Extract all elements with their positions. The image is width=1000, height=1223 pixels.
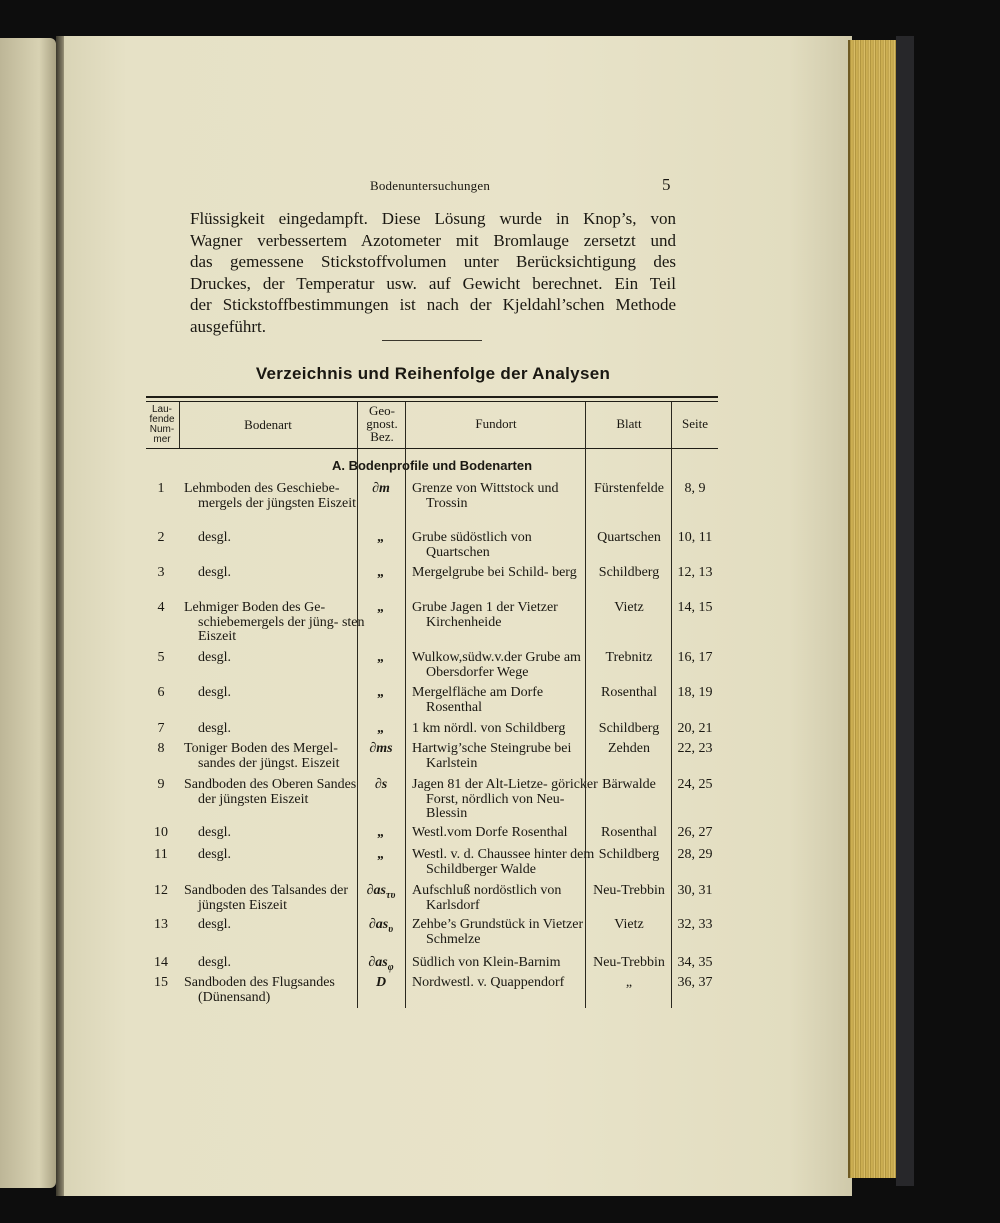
cell-num: 12 xyxy=(154,883,168,898)
cell-blatt: Zehden xyxy=(608,741,650,756)
cell-art: desgl. xyxy=(198,955,232,970)
cell-num: 4 xyxy=(157,600,165,615)
header-bodenart: Bodenart xyxy=(244,417,292,432)
cell-fund: 1 km nördl. von Schildberg xyxy=(412,721,566,736)
cell-seite: 18, 19 xyxy=(677,685,713,700)
cell-num: 14 xyxy=(154,955,168,970)
body-line: Druckes, der Temperatur usw. auf Gewicht berechnet. Ein Teil xyxy=(190,273,676,293)
cell-art: Sandboden des Oberen Sandes der jüngsten Eiszeit xyxy=(184,777,357,807)
table-top-rule xyxy=(146,396,718,398)
cell-seite: 10, 11 xyxy=(677,530,713,545)
header-num-line: mer xyxy=(153,434,171,445)
cell-art: desgl. xyxy=(198,650,232,665)
header-geo-line: Bez. xyxy=(370,429,394,444)
cell-num: 13 xyxy=(154,917,168,932)
cell-seite: 28, 29 xyxy=(677,847,713,862)
body-line: das gemessene Stickstoffvolumen unter Berücksichtigung des xyxy=(190,252,676,272)
body-line: ausgeführt. xyxy=(190,316,267,336)
cell-seite: 32, 33 xyxy=(677,917,713,932)
column-divider xyxy=(179,402,180,448)
cell-geo: $\partial as_\varphi$ xyxy=(368,955,394,973)
header-num-line: fende xyxy=(149,414,175,425)
cell-art: Toniger Boden des Mergel- sandes der jüngst. Eiszeit xyxy=(184,741,340,771)
cell-geo: „ xyxy=(377,565,385,580)
cell-art: Lehmiger Boden des Ge- schiebemergels der jüng- sten Eiszeit xyxy=(184,600,365,645)
cell-num: 3 xyxy=(157,565,165,580)
table-subsection: A. Bodenprofile und Bodenarten xyxy=(331,458,533,473)
cell-seite: 30, 31 xyxy=(677,883,713,898)
body-line: Wagner verbessertem Azotometer mit Bromlauge zersetzt und xyxy=(190,230,676,250)
book-cover xyxy=(896,36,914,1186)
table-header-rule xyxy=(146,448,718,449)
header-fundort: Fundort xyxy=(475,416,517,431)
cell-blatt: Rosenthal xyxy=(601,685,657,700)
cell-num: 2 xyxy=(157,530,165,545)
cell-seite: 26, 27 xyxy=(677,825,713,840)
header-num xyxy=(146,405,178,445)
cell-fund: Nordwestl. v. Quappendorf xyxy=(412,975,565,990)
cell-num: 10 xyxy=(154,825,168,840)
cell-seite: 12, 13 xyxy=(677,565,713,580)
cell-geo: „ xyxy=(377,847,385,862)
cell-geo: $\partial as_\upsilon$ xyxy=(368,917,394,935)
cell-geo: ∂s xyxy=(374,777,388,792)
cell-blatt: Quartschen xyxy=(597,530,661,545)
cell-num: 1 xyxy=(157,481,165,496)
cell-art: desgl. xyxy=(198,565,232,580)
cell-geo: D xyxy=(375,975,387,990)
cell-fund: Grube südöstlich von Quartschen xyxy=(412,530,532,560)
cell-fund: Westl. v. d. Chaussee hinter dem Schildberger Walde xyxy=(412,847,595,877)
cell-fund: Westl.vom Dorfe Rosenthal xyxy=(412,825,568,840)
cell-fund: Südlich von Klein-Barnim xyxy=(412,955,561,970)
page-edges xyxy=(848,40,898,1178)
cell-seite: 16, 17 xyxy=(677,650,713,665)
cell-blatt: Schildberg xyxy=(598,847,660,862)
cell-blatt: Rosenthal xyxy=(601,825,657,840)
section-divider xyxy=(382,340,482,341)
page-number: 5 xyxy=(662,175,671,194)
cell-art: desgl. xyxy=(198,685,232,700)
header-num-line: Num- xyxy=(149,424,175,435)
cell-blatt: Schildberg xyxy=(598,721,660,736)
cell-geo: „ xyxy=(377,600,385,615)
cell-seite: 14, 15 xyxy=(677,600,713,615)
cell-blatt: Neu-Trebbin xyxy=(593,883,665,898)
header-seite: Seite xyxy=(682,416,708,431)
cell-geo: „ xyxy=(377,530,385,545)
cell-blatt: Trebnitz xyxy=(605,650,653,665)
cell-art: desgl. xyxy=(198,847,232,862)
body-line: Flüssigkeit eingedampft. Diese Lösung wurde in Knop’s, von xyxy=(190,209,676,228)
cell-geo: „ xyxy=(377,685,385,700)
cell-seite: 22, 23 xyxy=(677,741,713,756)
cell-art: desgl. xyxy=(198,917,232,932)
cell-blatt: Vietz xyxy=(614,600,644,615)
header-geo-line: Geo- xyxy=(369,403,395,418)
cell-num: 11 xyxy=(154,847,168,862)
cell-geo: „ xyxy=(377,650,385,665)
table-top-rule xyxy=(146,401,718,402)
cell-blatt: Neu-Trebbin xyxy=(593,955,665,970)
cell-art: desgl. xyxy=(198,825,232,840)
geo-subscript: τυ xyxy=(386,889,396,901)
cell-num: 7 xyxy=(157,721,165,736)
running-title: Bodenuntersuchungen xyxy=(369,178,491,193)
left-page-edge xyxy=(0,38,56,1188)
cell-fund: Hartwig’sche Steingrube bei Karlstein xyxy=(412,741,572,771)
cell-geo: „ xyxy=(377,721,385,736)
cell-blatt: Bärwalde xyxy=(602,777,656,792)
header-num-line: Lau- xyxy=(151,404,172,415)
cell-art: desgl. xyxy=(198,530,232,545)
body-paragraph xyxy=(190,208,676,338)
body-line: der Stickstoffbestimmungen ist nach der Kjeldahl’schen Methode xyxy=(190,295,676,315)
cell-fund: Wulkow,südw.v.der Grube am Obersdorfer Wege xyxy=(412,650,581,680)
geo-subscript: φ xyxy=(387,961,394,973)
cell-fund: Mergelgrube bei Schild- berg xyxy=(412,565,577,580)
column-divider xyxy=(405,402,406,1008)
cell-geo: ∂ms xyxy=(369,741,393,756)
cell-blatt: Vietz xyxy=(614,917,644,932)
cell-fund: Grube Jagen 1 der Vietzer Kirchenheide xyxy=(412,600,558,630)
cell-art: Sandboden des Flugsandes (Dünensand) xyxy=(184,975,335,1005)
section-title: Verzeichnis und Reihenfolge der Analysen xyxy=(255,364,611,383)
cell-art: Sandboden des Talsandes der jüngsten Eiszeit xyxy=(184,883,349,913)
cell-num: 9 xyxy=(157,777,165,792)
cell-fund: Jagen 81 der Alt-Lietze- göricker Forst, nördlich von Neu-Blessin xyxy=(412,777,598,822)
cell-num: 8 xyxy=(157,741,165,756)
cell-blatt: Fürstenfelde xyxy=(594,481,664,496)
cell-seite: 24, 25 xyxy=(677,777,713,792)
cell-num: 6 xyxy=(157,685,165,700)
cell-num: 15 xyxy=(154,975,168,990)
cell-geo: „ xyxy=(377,825,385,840)
cell-geo: $\partial as_{\tau\upsilon}$ xyxy=(366,883,396,901)
cell-geo: ∂m xyxy=(372,481,390,496)
cell-num: 5 xyxy=(157,650,165,665)
cell-blatt: Schildberg xyxy=(598,565,660,580)
cell-art: desgl. xyxy=(198,721,232,736)
header-geo-line: gnost. xyxy=(366,416,398,431)
header-geognost xyxy=(358,404,406,443)
cell-blatt: „ xyxy=(625,975,633,990)
cell-seite: 36, 37 xyxy=(677,975,713,990)
cell-seite: 34, 35 xyxy=(677,955,713,970)
cell-fund: Grenze von Wittstock und Trossin xyxy=(412,481,559,511)
geo-subscript: υ xyxy=(388,923,394,935)
cell-fund: Mergelfläche am Dorfe Rosenthal xyxy=(412,685,544,715)
header-blatt: Blatt xyxy=(616,416,642,431)
cell-seite: 8, 9 xyxy=(684,481,706,496)
cell-seite: 20, 21 xyxy=(677,721,713,736)
cell-fund: Aufschluß nordöstlich von Karlsdorf xyxy=(412,883,562,913)
cell-art: Lehmboden des Geschiebe- mergels der jüngsten Eiszeit xyxy=(184,481,356,511)
cell-fund: Zehbe’s Grundstück in Vietzer Schmelze xyxy=(412,917,584,947)
